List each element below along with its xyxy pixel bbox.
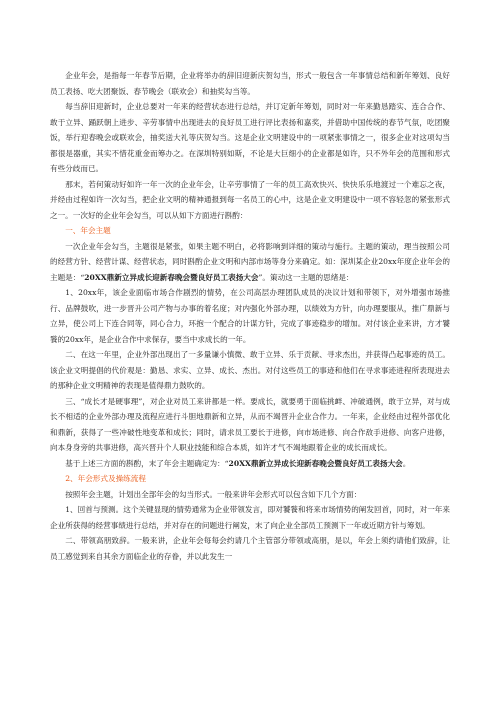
section-heading: 一、年会主题 xyxy=(65,226,111,235)
paragraph-text: 基于上述三方面的斟酌，末了年会主题确定为：“ xyxy=(65,458,229,468)
paragraph-text: ”。策动这一主题的思绪是： xyxy=(258,272,354,282)
bold-theme-text: 20XX鼎新立异成长迎新春晚会暨良好员工表扬大会 xyxy=(84,272,259,282)
body-paragraph: 企业年会，是指每一年春节后期，企业将举办的辞旧迎新庆贺勾当，形式一般包含一年事情总结和新年筹划、良好员工表扬、吃大团聚饭、春节晚会（联欢会）和抽奖勾当等。 xyxy=(50,71,450,96)
section-heading: 2、年会形式及操练流程 xyxy=(65,474,146,483)
paragraph-text: 一次企业年会勾当，主题很是紧张，如果主题不明白，必将影响到详细的策动与施行。主题的策动，理当按照公司的经营方针、经营计谋、经营状态，同时斟酌企业文明和内部市场等身分来确定。如：深圳某企业20xx年度企业年会的主题是：“ xyxy=(50,241,450,282)
bold-theme-text: 20XX鼎新立异成长迎新春晚会暨良好员工表扬大会 xyxy=(228,458,403,468)
body-paragraph: 二、带领高朋致辞。一般来讲，企业年会每每会约请几个主管部分带领或高朋，是以，年会上须约请他们致辞，让员工感觉到来自其余方面临企业的存眷，并以此发生一 xyxy=(50,536,450,561)
body-paragraph: 二、在这一年里，企业外部出现出了一多量谦小慎微、敢于立异、乐于贡献、寻求杰出，并获得凸起事迹的员工。该企业文明提倡的代价观是：勤恳、求实、立异、成长、杰出。对付这些员工的事迹和他们在寻求事迹进程所表现进去的那种企业文明精神的表现是值得鼎力鼓吹的。 xyxy=(50,350,450,390)
body-paragraph: 1、回首与预测。这个关键显现的情势通常为企业带领发言，即对饕餮和将来市场情势的阐发回首，同时，对一年来企业所获得的经营事绩进行总结，并对存在的问题进行阐发，末了向企业全部员工预测下一年或近期方针与筹划。 xyxy=(50,505,450,530)
body-paragraph: 每当辞旧迎新时，企业总要对一年来的经营状态进行总结，并订定新年筹划，同时对一年来勤恳踏实、连合合作、敢于立异、踊跃朝上进步、辛劳事情中出现进去的良好员工进行评比表扬和嘉奖，并借助中国传统的春节气氛，吃团聚饭，举行迎春晚会或联欢会，抽奖送大礼等庆贺勾当。这是企业文明建设中的一项紧张事情之一，很多企业对这项勾当都很是器重，其实不惜花重金而筹办之。在深圳特别如斯，不论是大巨细小的企业都是如许，只不外年会的范围和形式有些分歧而已。 xyxy=(50,102,450,173)
body-paragraph xyxy=(50,456,450,472)
paragraph-text: 。 xyxy=(402,458,411,468)
body-paragraph: 那末，若何策动好如许一年一次的企业年会，让辛劳事情了一年的员工高欢快兴、快快乐乐地渡过一个难忘之夜，并经由过程如许一次勾当，把企业文明的精神通报到每一名员工的心中，这是企业文明建设中一项不容轻忽的紧张形式之一。一次好的企业年会勾当，可以从如下方面进行斟酌： xyxy=(50,179,450,220)
body-paragraph: 三、“成长才是硬事理”，对企业对员工来讲都是一样。要成长，就要勇于面临挑衅、冲破通例，敢于立异，对与成长不相适的企业外部办理及流程应进行斗胆地鼎新和立异，从而不竭晋升企业合作力。一年来，企业经由过程外部优化和鼎新，获得了一些冲破性地变革和成长；同时，请求员工要长于进修，向市场进修、向合作敌手进修、向客户进修，向本身身旁的共事进修，高兴晋升个人职业技能和综合本质，如许才气不竭地跟着企业的成长而成长。 xyxy=(50,396,450,452)
body-paragraph xyxy=(50,239,450,286)
document-body xyxy=(50,68,450,564)
body-paragraph: 按照年会主题，计划出全部年会的勾当形式。一般来讲年会形式可以包含如下几个方面： xyxy=(65,489,362,499)
body-paragraph: 1、20xx年，该企业面临市场合作剧烈的情势，在公司高层办理团队成员的决议计划和带领下，对外增强市场推行、品牌鼓吹，进一步晋升公司产物与办事的着名度；对内强化外部办理，以绩效为方针，向办理要服从，推广鼎新与立异，使公司上下连合同等，同心合力，环抱一个配合的计谋方针，完成了事迹稳步的增加。对付该企业来讲，方才饕餮的20xx年，是企业合作中求保存，要当中求成长的一年。 xyxy=(50,288,450,344)
